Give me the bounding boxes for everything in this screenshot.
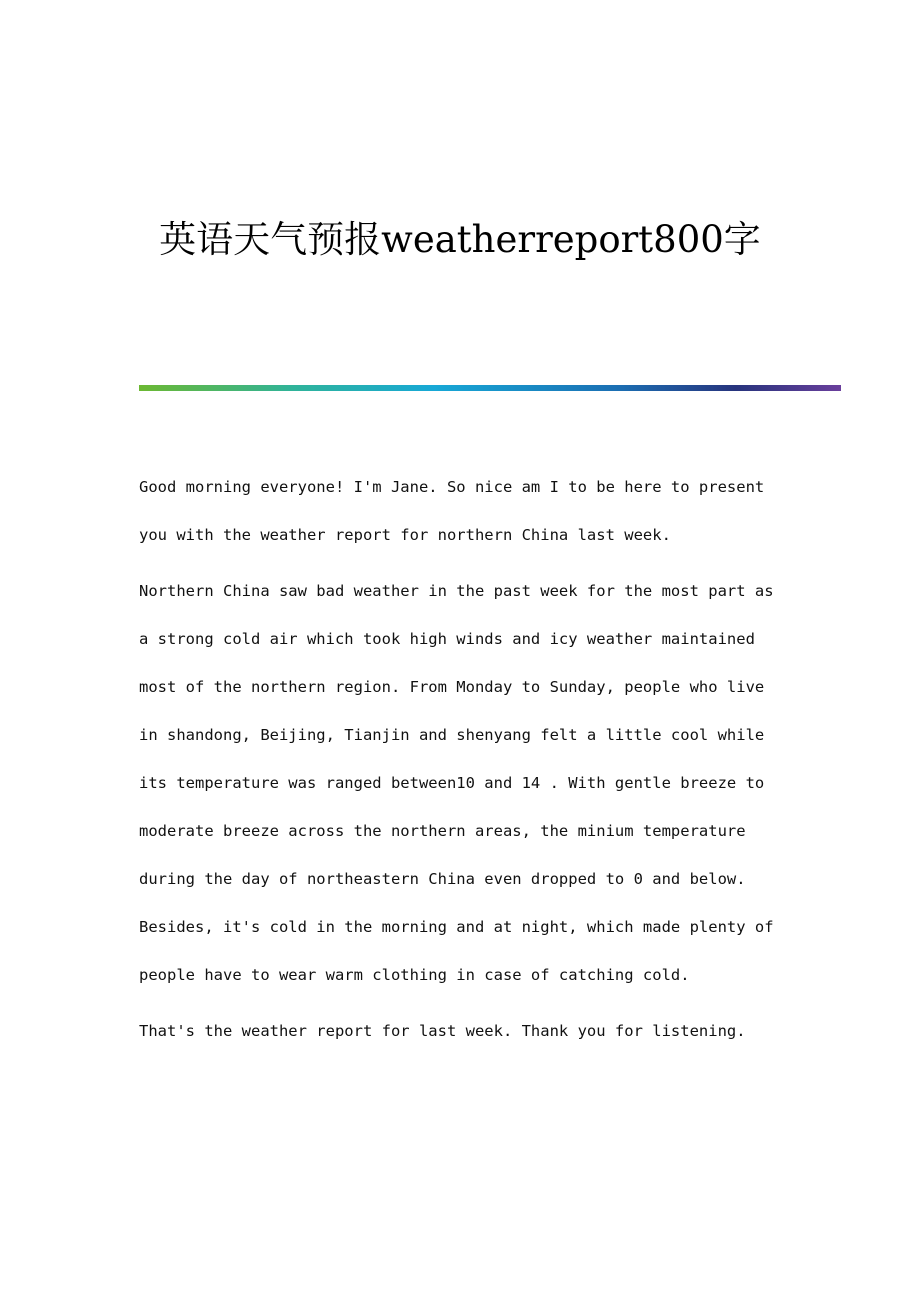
text-line: moderate breeze across the northern areas, the minium temperature [139, 822, 746, 840]
document-title: 英语天气预报weatherreport800字 [159, 218, 761, 261]
paragraph-closing [139, 1007, 779, 1055]
document-body [139, 463, 779, 1063]
text-line: That's the weather report for last week. Thank you for listening. [139, 1022, 746, 1040]
text-line: most of the northern region. From Monday to Sunday, people who live [139, 678, 765, 696]
paragraph-report [139, 567, 779, 999]
text-line: people have to wear warm clothing in case of catching cold. [139, 966, 690, 984]
text-line: a strong cold air which took high winds and icy weather maintained [139, 630, 755, 648]
text-line: Northern China saw bad weather in the past week for the most part as [139, 582, 774, 600]
paragraph-intro [139, 463, 779, 559]
text-line: Good morning everyone! I'm Jane. So nice am I to be here to present [139, 478, 765, 496]
gradient-divider [139, 385, 841, 391]
text-line: in shandong, Beijing, Tianjin and shenyang felt a little cool while [139, 726, 765, 744]
text-line: you with the weather report for northern China last week. [139, 526, 671, 544]
text-line: during the day of northeastern China even dropped to 0 and below. [139, 870, 746, 888]
text-line: Besides, it's cold in the morning and at night, which made plenty of [139, 918, 774, 936]
text-line: its temperature was ranged between10 and 14 . With gentle breeze to [139, 774, 765, 792]
